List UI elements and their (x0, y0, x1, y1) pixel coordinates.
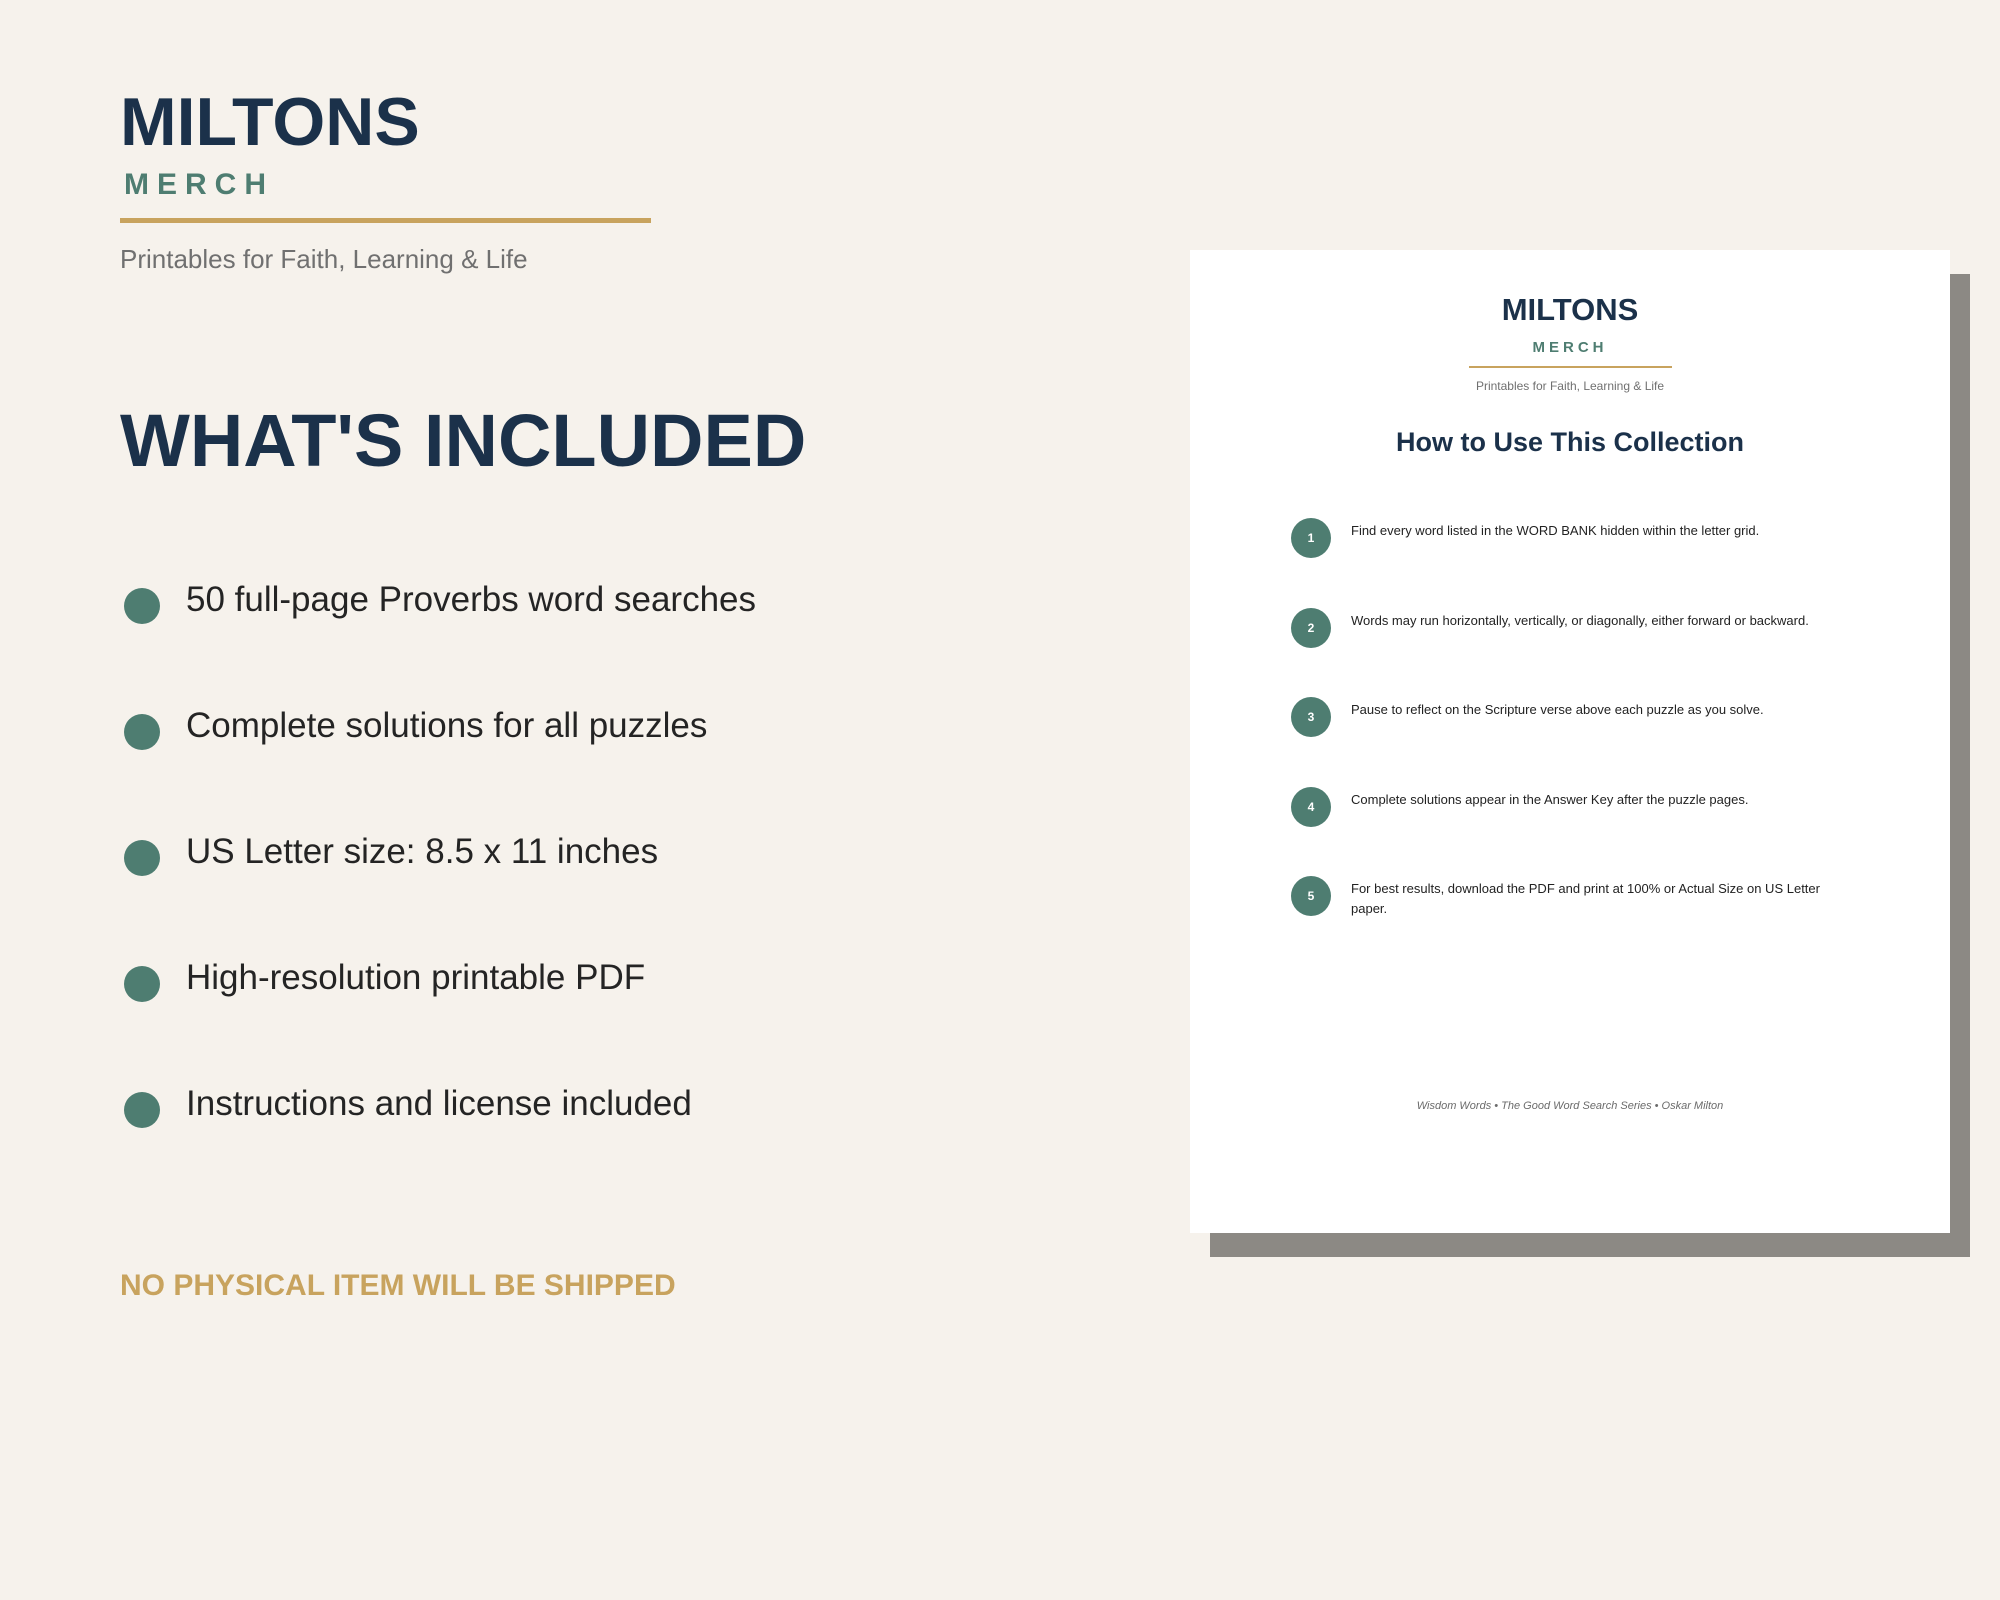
brand-divider (120, 218, 651, 223)
shipping-notice: NO PHYSICAL ITEM WILL BE SHIPPED (120, 1269, 676, 1302)
bullet-dot-icon (124, 966, 160, 1002)
feature-text: Complete solutions for all puzzles (186, 706, 708, 745)
bullet-dot-icon (124, 840, 160, 876)
feature-text: High-resolution printable PDF (186, 958, 646, 997)
step-text: Pause to reflect on the Scripture verse above each puzzle as you solve. (1351, 702, 1764, 717)
preview-brand-sub: MERCH (1532, 339, 1608, 356)
bullet-dot-icon (124, 588, 160, 624)
preview-tagline: Printables for Faith, Learning & Life (1475, 379, 1665, 393)
feature-text: US Letter size: 8.5 x 11 inches (186, 832, 659, 871)
preview-brand-name: MILTONS (1501, 292, 1639, 327)
step-text: For best results, download the PDF and print at 100% or Actual Size on US Letter paper. (1351, 881, 1820, 916)
step-number-badge: 4 (1291, 787, 1331, 827)
step-number-badge: 1 (1291, 518, 1331, 558)
brand-logo-sub: MERCH (124, 168, 274, 201)
feature-text: Instructions and license included (186, 1084, 692, 1123)
preview-divider (1469, 366, 1672, 368)
section-heading: WHAT'S INCLUDED (120, 399, 807, 482)
step-number-badge: 2 (1291, 608, 1331, 648)
preview-footer: Wisdom Words • The Good Word Search Series • Oskar Milton (1416, 1100, 1724, 1112)
step-number-badge: 3 (1291, 697, 1331, 737)
step-number-badge: 5 (1291, 876, 1331, 916)
bullet-dot-icon (124, 1092, 160, 1128)
step-text: Complete solutions appear in the Answer Key after the puzzle pages. (1351, 791, 1749, 807)
brand-tagline: Printables for Faith, Learning & Life (120, 244, 528, 274)
preview-title: How to Use This Collection (1395, 427, 1745, 457)
brand-logo-name: MILTONS (120, 84, 420, 160)
feature-text: 50 full-page Proverbs word searches (186, 580, 757, 619)
page-preview (1190, 250, 1950, 1233)
bullet-dot-icon (124, 714, 160, 750)
step-text: Words may run horizontally, vertically, or diagonally, either forward or backward. (1351, 612, 1809, 628)
step-text: Find every word listed in the WORD BANK hidden within the letter grid. (1351, 523, 1760, 538)
